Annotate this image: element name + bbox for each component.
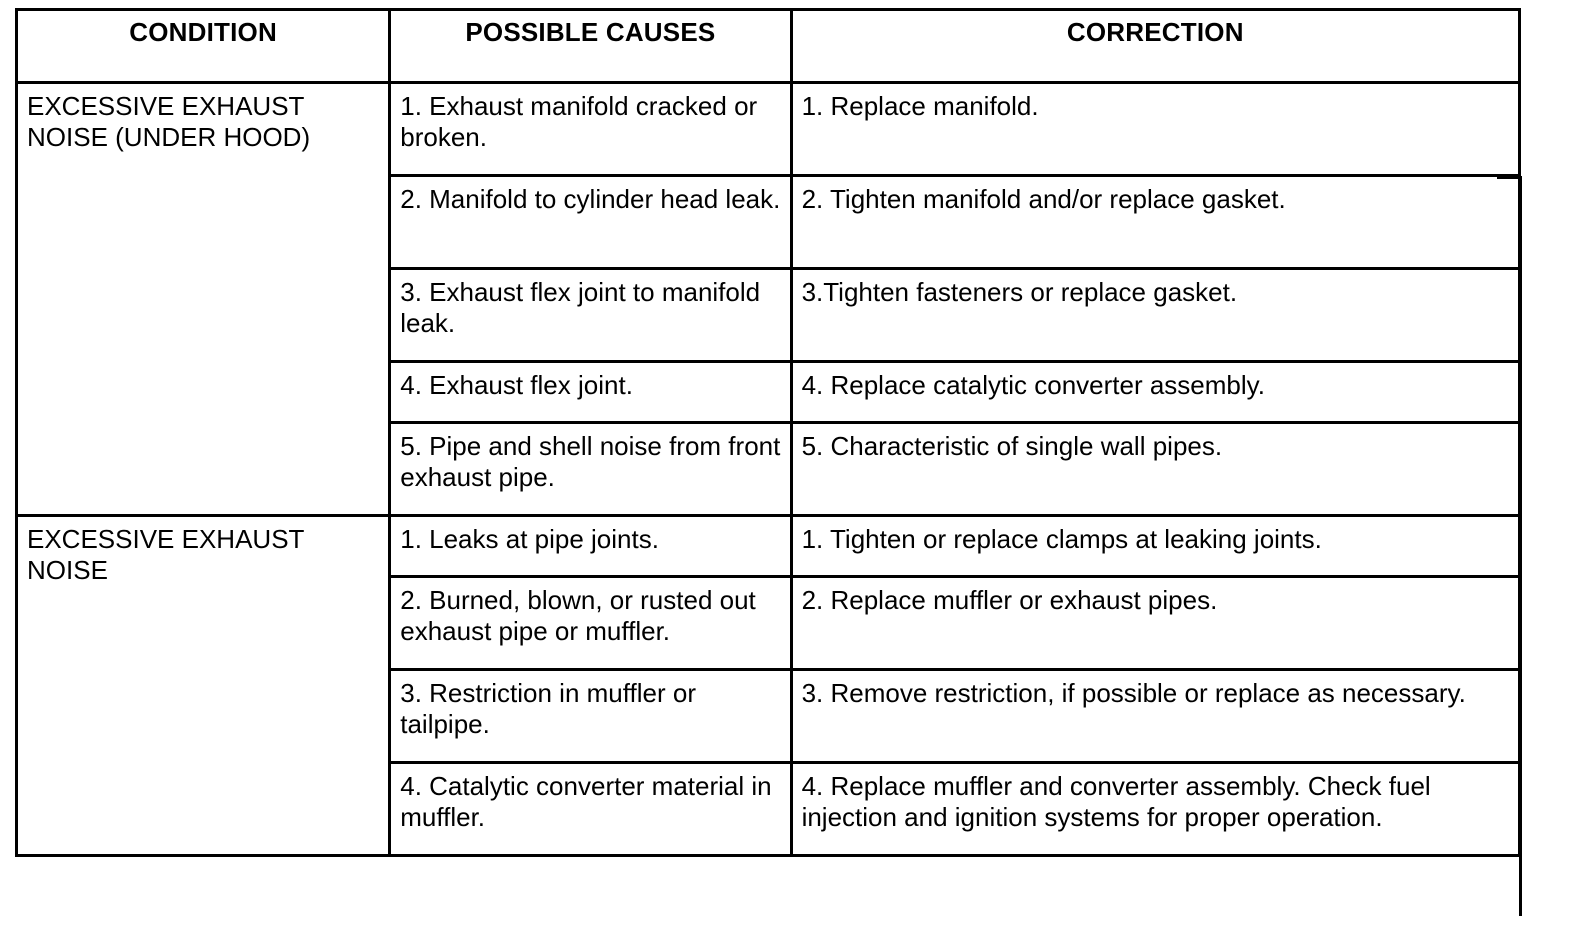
- header-correction: CORRECTION: [791, 10, 1519, 83]
- correction-text: 3.Tighten fasteners or replace gasket.: [801, 277, 1238, 307]
- right-border-offset-rail: [1519, 176, 1522, 916]
- correction-text: 3. Remove restriction, if possible or replace as necessary.: [801, 678, 1466, 708]
- correction-text: 4. Replace muffler and converter assembly. Check fuel injection and ignition systems for proper operation.: [801, 771, 1431, 832]
- cause-text: 1. Exhaust manifold cracked or broken.: [400, 91, 758, 152]
- correction-cell: [791, 362, 1519, 423]
- correction-text: 2. Replace muffler or exhaust pipes.: [801, 585, 1218, 615]
- cause-text: 1. Leaks at pipe joints.: [400, 524, 659, 554]
- correction-cell: [791, 670, 1519, 763]
- correction-cell: [791, 423, 1519, 516]
- correction-cell: [791, 269, 1519, 362]
- correction-cell: [791, 83, 1519, 176]
- table-row: [17, 83, 1520, 176]
- header-possible-causes: POSSIBLE CAUSES: [390, 10, 791, 83]
- cause-text: 2. Burned, blown, or rusted out exhaust pipe or muffler.: [400, 585, 756, 646]
- cause-text: 3. Exhaust flex joint to manifold leak.: [400, 277, 761, 338]
- exhaust-diagnosis-table: [15, 8, 1521, 857]
- correction-cell: [791, 577, 1519, 670]
- cause-cell: [390, 269, 791, 362]
- cause-cell: [390, 670, 791, 763]
- cause-cell: [390, 516, 791, 577]
- condition-text: EXCESSIVE EXHAUST NOISE (UNDER HOOD): [27, 91, 311, 152]
- correction-text: 5. Characteristic of single wall pipes.: [801, 431, 1223, 461]
- table-row: [17, 516, 1520, 577]
- diagnosis-table-wrapper: [15, 8, 1521, 857]
- condition-cell: [17, 516, 390, 856]
- cause-text: 4. Exhaust flex joint.: [400, 370, 633, 400]
- header-condition: CONDITION: [17, 10, 390, 83]
- cause-text: 5. Pipe and shell noise from front exhaust pipe.: [400, 431, 781, 492]
- header-row: [17, 10, 1520, 83]
- correction-cell: [791, 176, 1519, 269]
- cause-text: 3. Restriction in muffler or tailpipe.: [400, 678, 696, 739]
- cause-text: 2. Manifold to cylinder head leak.: [400, 184, 781, 214]
- correction-cell: [791, 516, 1519, 577]
- correction-text: 4. Replace catalytic converter assembly.: [801, 370, 1265, 400]
- cause-cell: [390, 176, 791, 269]
- correction-cell: [791, 763, 1519, 856]
- correction-text: 1. Replace manifold.: [801, 91, 1039, 121]
- cause-text: 4. Catalytic converter material in muffler.: [400, 771, 772, 832]
- cause-cell: [390, 83, 791, 176]
- condition-text: EXCESSIVE EXHAUST NOISE: [27, 524, 304, 585]
- cause-cell: [390, 423, 791, 516]
- cause-cell: [390, 577, 791, 670]
- condition-cell: [17, 83, 390, 516]
- correction-text: 2. Tighten manifold and/or replace gasket.: [801, 184, 1286, 214]
- correction-text: 1. Tighten or replace clamps at leaking joints.: [801, 524, 1322, 554]
- cause-cell: [390, 362, 791, 423]
- cause-cell: [390, 763, 791, 856]
